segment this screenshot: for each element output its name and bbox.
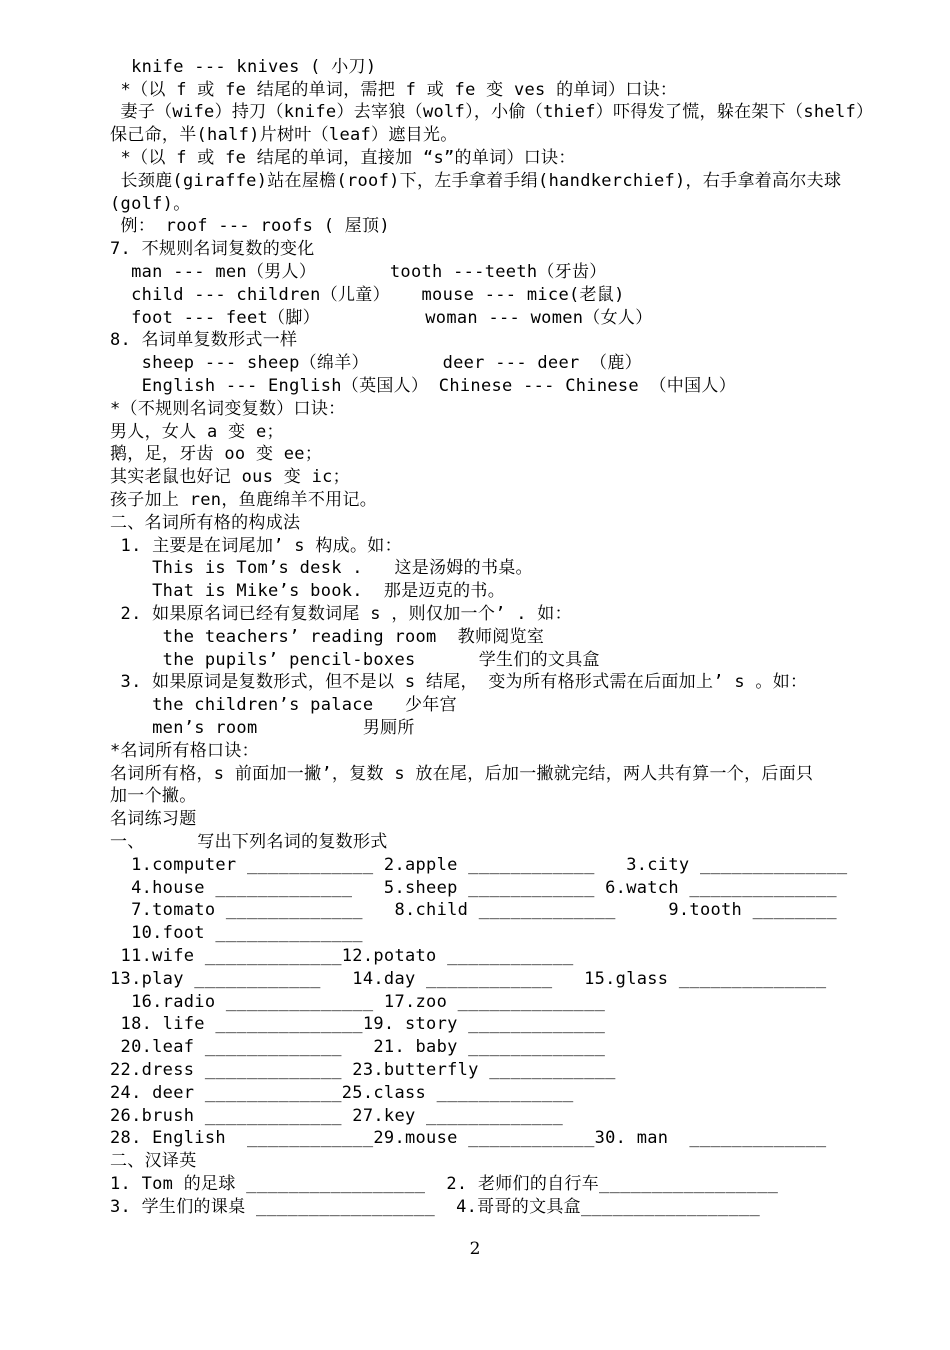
exercise-line: 26.brush _____________ 27.key _____________ [110, 1106, 563, 1126]
text-line: *（不规则名词变复数）口诀： [110, 399, 346, 419]
section-heading: 名词练习题 [110, 809, 197, 829]
exercise-line: 20.leaf _____________ 21. baby _____________ [110, 1037, 606, 1057]
section-heading: 二、名词所有格的构成法 [110, 513, 301, 533]
text-line: knife --- knives ( 小刀) [110, 57, 377, 77]
text-line: foot --- feet（脚） woman --- women（女人） [110, 308, 653, 328]
exercise-line: 16.radio ______________ 17.zoo ______________ [110, 992, 606, 1012]
text-line: the pupils’ pencil-boxes 学生们的文具盒 [110, 650, 600, 670]
exercise-line: 24. deer _____________25.class _____________ [110, 1083, 574, 1103]
exercise-line: 4.house _____________ 5.sheep ____________ 6.watch ______________ [110, 878, 837, 898]
exercise-line: 13.play ____________ 14.day ____________ 15.glass ______________ [110, 969, 827, 989]
exercise-line: 18. life ______________19. story _____________ [110, 1014, 606, 1034]
text-line: This is Tom’s desk . 这是汤姆的书桌。 [110, 558, 533, 578]
exercise-line: 10.foot ______________ [110, 923, 363, 943]
text-line: men’s room 男厕所 [110, 718, 415, 738]
text-line: 男人，女人 a 变 e； [110, 422, 284, 442]
text-line: 保己命，半(half)片树叶（leaf）遮目光。 [110, 125, 458, 145]
text-line: 例： roof --- roofs ( 屋顶) [110, 216, 390, 236]
text-line: (golf)。 [110, 194, 191, 214]
text-line: 妻子（wife）持刀（knife）去宰狼（wolf），小偷（thief）吓得发了慌，躲在架下（shelf） [110, 102, 874, 122]
exercise-line: 1. Tom 的足球 _________________ 2. 老师们的自行车_________________ [110, 1174, 779, 1194]
text-line: man --- men（男人） tooth ---teeth（牙齿） [110, 262, 607, 282]
text-line: 1. 主要是在词尾加’ s 构成。如： [110, 536, 402, 556]
text-line: English --- English（英国人） Chinese --- Chinese （中国人） [110, 376, 736, 396]
text-line: 名词所有格，s 前面加一撇’，复数 s 放在尾，后加一撇就完结，两人共有算一个，后面只 [110, 764, 814, 784]
exercise-line: 28. English ____________29.mouse ____________30. man _____________ [110, 1128, 827, 1148]
exercise-line: 1.computer ____________ 2.apple ____________ 3.city ______________ [110, 855, 848, 875]
text-line: 加一个撇。 [110, 786, 197, 806]
page-number: 2 [469, 1239, 481, 1259]
exercise-line: 7.tomato _____________ 8.child _____________ 9.tooth ________ [110, 900, 837, 920]
text-line: the children’s palace 少年宫 [110, 695, 457, 715]
text-line: 长颈鹿(giraffe)站在屋檐(roof)下，左手拿着手绢(handkerchief)，右手拿着高尔夫球 [110, 171, 842, 191]
text-line: *（以 f 或 fe 结尾的单词，直接加 “s”的单词）口诀： [110, 148, 576, 168]
text-line: 其实老鼠也好记 ous 变 ic； [110, 467, 350, 487]
text-line: That is Mike’s book. 那是迈克的书。 [110, 581, 506, 601]
text-line: the teachers’ reading room 教师阅览室 [110, 627, 545, 647]
exercise-line: 3. 学生们的课桌 _________________ 4.哥哥的文具盒_________________ [110, 1197, 761, 1217]
text-line: 3. 如果原词是复数形式，但不是以 s 结尾， 变为所有格形式需在后面加上’ s 。如： [110, 672, 808, 692]
section-heading: 8. 名词单复数形式一样 [110, 330, 298, 350]
exercise-line: 22.dress _____________ 23.butterfly ____________ [110, 1060, 616, 1080]
text-line: sheep --- sheep（绵羊） deer --- deer （鹿） [110, 353, 642, 373]
section-heading: 一、 写出下列名词的复数形式 [110, 832, 388, 852]
text-line: 2. 如果原名词已经有复数词尾 s ，则仅加一个’ . 如： [110, 604, 572, 624]
section-heading: 二、汉译英 [110, 1151, 197, 1171]
exercise-line: 11.wife _____________12.potato ____________ [110, 946, 574, 966]
text-line: *名词所有格口诀： [110, 741, 259, 761]
text-line: 孩子加上 ren，鱼鹿绵羊不用记。 [110, 490, 378, 510]
text-line: 鹅，足，牙齿 oo 变 ee； [110, 444, 323, 464]
text-line: *（以 f 或 fe 结尾的单词，需把 f 或 fe 变 ves 的单词）口诀： [110, 80, 678, 100]
section-heading: 7. 不规则名词复数的变化 [110, 239, 315, 259]
text-line: child --- children（儿童） mouse --- mice(老鼠) [110, 285, 625, 305]
